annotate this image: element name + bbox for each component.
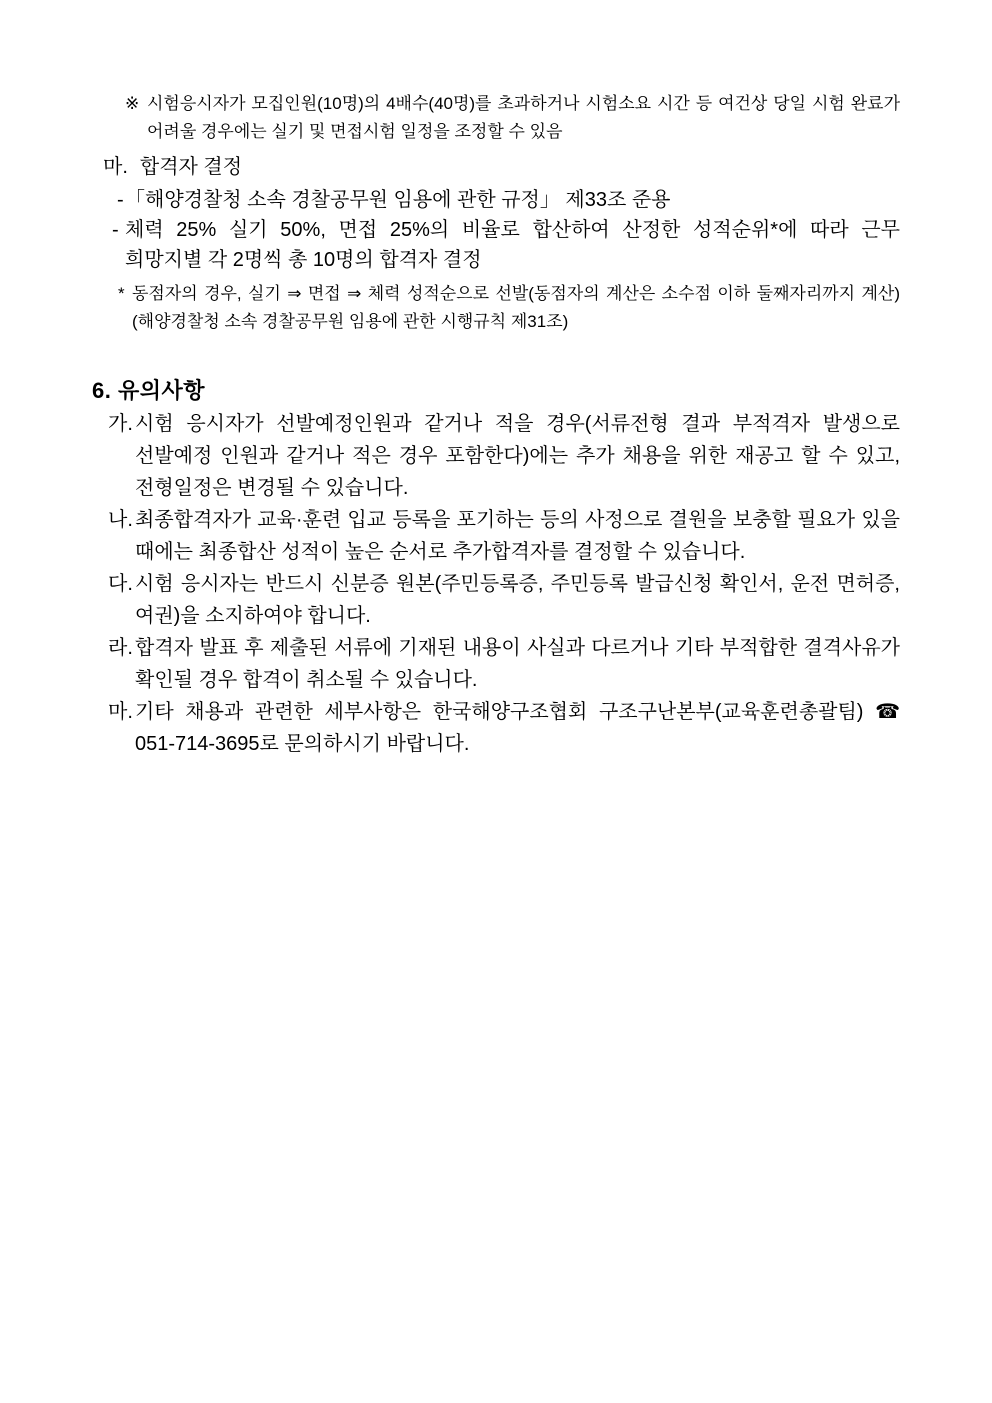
tiebreak-footnote-text: 동점자의 경우, 실기 ⇒ 면접 ⇒ 체력 성적순으로 선발(동점자의 계산은 소수점 이하 둘째자리까지 계산) (해양경찰청 소속 경찰공무원 임용에 관한 시행규칙 제31조) <box>132 284 900 331</box>
section-ma-label: 마. <box>103 156 128 178</box>
section-6-heading: 6. 유의사항 <box>92 378 205 403</box>
dash-marker: - <box>112 219 119 241</box>
pass-decision-rule-2 <box>112 215 900 275</box>
notice-item-label: 나. <box>108 509 133 531</box>
section-ma-title: 합격자 결정 <box>139 156 243 178</box>
notice-item-label: 라. <box>108 637 133 659</box>
notice-item-na <box>92 504 900 568</box>
pass-decision-rule-2-text: 체력 25% 실기 50%, 면접 25%의 비율로 합산하여 산정한 성적순위*에 따라 근무 희망지별 각 2명씩 총 10명의 합격자 결정 <box>125 219 900 271</box>
notice-item-text: 시험 응시자가 선발예정인원과 같거나 적을 경우(서류전형 결과 부적격자 발생으로 선발예정 인원과 같거나 적은 경우 포함한다)에는 추가 채용을 위한 재공고 할 수 있고, 전형일정은 변경될 수 있습니다. <box>135 413 900 499</box>
notice-item-label: 가. <box>108 413 133 435</box>
pass-decision-rule-1-text: 「해양경찰청 소속 경찰공무원 임용에 관한 규정」 제33조 준용 <box>125 189 671 211</box>
notice-item-ra <box>92 632 900 696</box>
notice-item-ma <box>92 696 900 760</box>
section-ma-heading <box>92 152 900 182</box>
exam-schedule-note-text: 시험응시자가 모집인원(10명)의 4배수(40명)를 초과하거나 시험소요 시간 등 여건상 당일 시험 완료가 어려울 경우에는 실기 및 면접시험 일정을 조정할 수 있음 <box>147 94 900 141</box>
notice-item-label: 마. <box>108 701 133 723</box>
notice-item-ga <box>92 408 900 504</box>
document-content <box>92 90 900 760</box>
pass-decision-rule-1 <box>117 185 900 215</box>
reference-mark: ※ <box>125 94 140 113</box>
notice-item-text: 시험 응시자는 반드시 신분증 원본(주민등록증, 주민등록 발급신청 확인서, 운전 면허증, 여권)을 소지하여야 합니다. <box>135 573 900 627</box>
notice-item-text: 기타 채용과 관련한 세부사항은 한국해양구조협회 구조구난본부(교육훈련총괄팀) ☎ 051-714-3695로 문의하시기 바랍니다. <box>135 701 900 755</box>
notice-item-text: 합격자 발표 후 제출된 서류에 기재된 내용이 사실과 다르거나 기타 부적합한 결격사유가 확인될 경우 합격이 취소될 수 있습니다. <box>135 637 900 691</box>
exam-schedule-note <box>125 90 900 146</box>
notice-item-text: 최종합격자가 교육·훈련 입교 등록을 포기하는 등의 사정으로 결원을 보충할 필요가 있을 때에는 최종합산 성적이 높은 순서로 추가합격자를 결정할 수 있습니다. <box>135 509 900 563</box>
asterisk-marker: * <box>118 284 125 303</box>
notice-item-label: 다. <box>108 573 133 595</box>
notice-list <box>92 408 900 760</box>
notice-item-da <box>92 568 900 632</box>
tiebreak-footnote <box>118 280 900 336</box>
dash-marker: - <box>117 189 124 211</box>
